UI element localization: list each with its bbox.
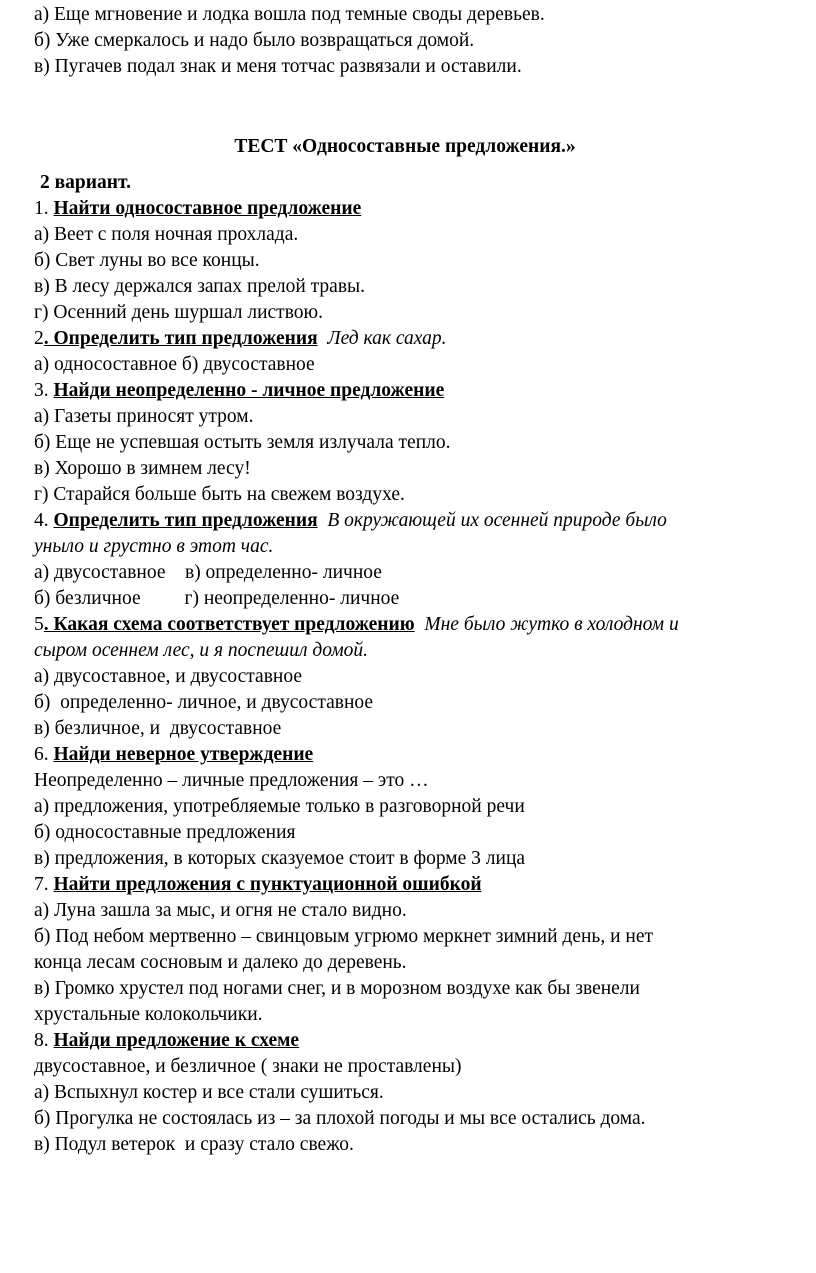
question-6 bbox=[34, 742, 810, 768]
answer-option: б) Еще не успевшая остыть земля излучала тепло. bbox=[34, 432, 451, 453]
question-number: 3. bbox=[34, 380, 54, 401]
question-title: Найти предложения с пунктуационной ошибкой bbox=[53, 874, 482, 895]
answer-option: а) односоставное б) двусоставное bbox=[34, 354, 315, 375]
answer-option: в) Хорошо в зимнем лесу! bbox=[34, 458, 251, 479]
intro-line: б) Уже смеркалось и надо было возвращаться домой. bbox=[34, 30, 475, 51]
question-7 bbox=[34, 872, 810, 898]
answer-option: в) В лесу держался запах прелой травы. bbox=[34, 276, 366, 297]
variant-label: 2 вариант. bbox=[40, 172, 131, 193]
answer-option: б) Под небом мертвенно – свинцовым угрюмо меркнет зимний день, и нет bbox=[34, 926, 654, 947]
question-title: Найди предложение к схеме bbox=[53, 1030, 300, 1051]
answer-option: б) безличное г) неопределенно- личное bbox=[34, 588, 400, 609]
answer-option: б) определенно- личное, и двусоставное bbox=[34, 692, 374, 713]
question-title: Найди неверное утверждение bbox=[53, 744, 314, 765]
answer-option-continued: хрустальные колокольчики. bbox=[34, 1004, 263, 1025]
intro-line: а) Еще мгновение и лодка вошла под темные своды деревьев. bbox=[34, 4, 545, 25]
question-2 bbox=[34, 326, 810, 352]
answer-option: в) Громко хрустел под ногами снег, и в морозном воздухе как бы звенели bbox=[34, 978, 640, 999]
answer-option: а) Вспыхнул костер и все стали сушиться. bbox=[34, 1082, 384, 1103]
question-title: Определить тип предложения bbox=[53, 510, 318, 531]
question-number: 2 bbox=[34, 328, 44, 349]
test-title: ТЕСТ «Односоставные предложения.» bbox=[234, 136, 576, 157]
intro-line: в) Пугачев подал знак и меня тотчас развязали и оставили. bbox=[34, 56, 522, 77]
question-title: . Определить тип предложения bbox=[43, 328, 318, 349]
question-4 bbox=[34, 508, 810, 534]
answer-option: б) Свет луны во все концы. bbox=[34, 250, 260, 271]
document-page bbox=[34, 0, 810, 1158]
question-3 bbox=[34, 378, 810, 404]
answer-option: в) предложения, в которых сказуемое стоит в форме 3 лица bbox=[34, 848, 526, 869]
example-sentence: Лед как сахар. bbox=[327, 328, 447, 349]
question-stem: двусоставное, и безличное ( знаки не проставлены) bbox=[34, 1056, 462, 1077]
question-number: 6. bbox=[34, 744, 54, 765]
question-number: 4. bbox=[34, 510, 54, 531]
answer-option: г) Осенний день шуршал листвою. bbox=[34, 302, 323, 323]
question-title: Найди неопределенно - личное предложение bbox=[53, 380, 445, 401]
answer-option-continued: конца лесам сосновым и далеко до деревень. bbox=[34, 952, 407, 973]
answer-option: б) Прогулка не состоялась из – за плохой погоды и мы все остались дома. bbox=[34, 1108, 646, 1129]
answer-option: а) Веет с поля ночная прохлада. bbox=[34, 224, 299, 245]
answer-option: б) односоставные предложения bbox=[34, 822, 296, 843]
question-title: . Какая схема соответствует предложению bbox=[43, 614, 415, 635]
answer-option: а) предложения, употребляемые только в разговорной речи bbox=[34, 796, 525, 817]
question-number: 8. bbox=[34, 1030, 54, 1051]
example-sentence-continued: сыром осеннем лес, и я поспешил домой. bbox=[34, 640, 369, 661]
example-sentence-continued: уныло и грустно в этот час. bbox=[34, 536, 274, 557]
answer-option: в) безличное, и двусоставное bbox=[34, 718, 282, 739]
answer-option: а) двусоставное в) определенно- личное bbox=[34, 562, 382, 583]
question-8 bbox=[34, 1028, 810, 1054]
question-stem: Неопределенно – личные предложения – это … bbox=[34, 770, 429, 791]
answer-option: а) двусоставное, и двусоставное bbox=[34, 666, 303, 687]
question-5 bbox=[34, 612, 810, 638]
question-number: 1. bbox=[34, 198, 54, 219]
answer-option: в) Подул ветерок и сразу стало свежо. bbox=[34, 1134, 354, 1155]
answer-option: а) Газеты приносят утром. bbox=[34, 406, 254, 427]
example-sentence: Мне было жутко в холодном и bbox=[424, 614, 679, 635]
question-1 bbox=[34, 196, 810, 222]
example-sentence: В окружающей их осенней природе было bbox=[327, 510, 667, 531]
answer-option: г) Старайся больше быть на свежем воздухе. bbox=[34, 484, 405, 505]
question-title: Найти односоставное предложение bbox=[53, 198, 362, 219]
answer-option: а) Луна зашла за мыс, и огня не стало видно. bbox=[34, 900, 407, 921]
question-number: 5 bbox=[34, 614, 44, 635]
question-number: 7. bbox=[34, 874, 54, 895]
